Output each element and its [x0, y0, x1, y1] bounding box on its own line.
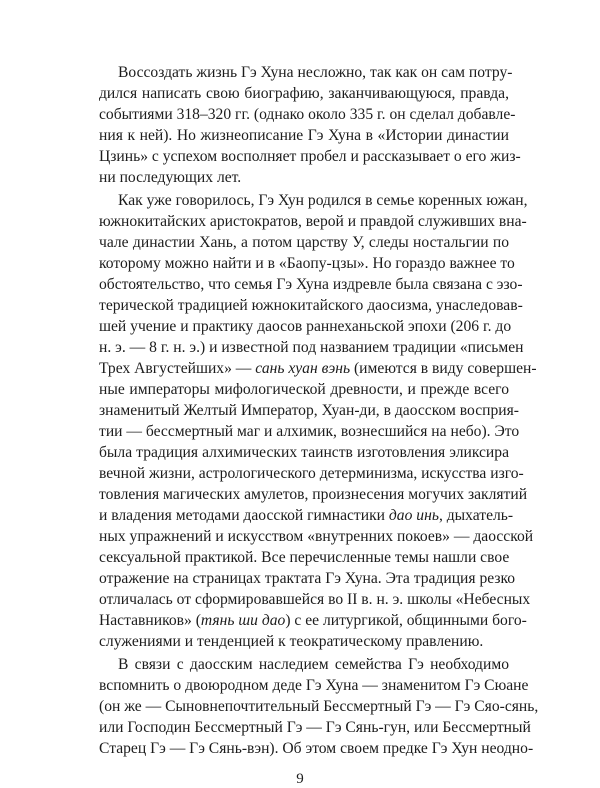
text-run: Наставников» (	[99, 612, 201, 629]
text-line: Как уже говорилось, Гэ Хун родился в семье коренных южан,	[118, 192, 528, 209]
text-run: Трех Августейших» —	[99, 360, 256, 377]
italic-term: дао инь	[388, 507, 439, 524]
text-run: и владения методами даосской гимнастики	[99, 507, 389, 524]
text-line: была традиция алхимических таинств изготовления эликсира	[99, 444, 509, 461]
text-line: вспомнить о двоюродном деде Гэ Хуна — знаменитом Гэ Сюане	[99, 677, 529, 694]
text-line: отражение на страницах трактата Гэ Хуна. Эта традиция резко	[99, 570, 516, 587]
text-line	[99, 505, 514, 527]
text-line: служениями и тенденцией к теократическому правлению.	[99, 633, 484, 650]
text-line: событиями 318–320 гг. (однако около 335 г. он сделал добавле-	[99, 106, 516, 123]
text-line: Воссоздать жизнь Гэ Хуна несложно, так как он сам потру-	[118, 64, 513, 81]
text-line: Цзинь» с успехом восполняет пробел и рассказывает о его жиз-	[99, 148, 521, 165]
text-line	[99, 610, 527, 632]
text-line: дился написать свою биографию, заканчивающуюся, правда,	[99, 85, 509, 102]
italic-term: тянь ши дао	[200, 612, 286, 629]
text-line: терической традицией южнокитайского даосизма, унаследовав-	[99, 297, 523, 314]
text-line: сексуальной практикой. Все перечисленные темы нашли свое	[99, 549, 510, 566]
text-run: ) с ее литургикой, общинными бого-	[285, 612, 527, 629]
italic-term: сань хуан вэнь	[255, 360, 351, 377]
text-line: тии — бессмертный маг и алхимик, вознесшийся на небо). Это	[99, 423, 520, 440]
text-line: знаменитый Желтый Император, Хуан-ди, в даосском восприя-	[99, 402, 519, 419]
text-run: (имеются в виду совершен-	[350, 360, 537, 377]
text-line: н. э. — 8 г. н. э.) и известной под названием традиции «письмен	[99, 339, 524, 356]
text-line: шей учение и практику даосов раннеханьской эпохи (206 г. до	[99, 318, 512, 335]
text-line	[99, 358, 537, 380]
page-number: 9	[296, 771, 304, 787]
text-line: В связи с даосским наследием семейства Гэ необходимо	[118, 656, 509, 673]
text-line: отличалась от сформировавшейся во II в. н. э. школы «Небесных	[99, 591, 531, 608]
text-line: товления магических амулетов, произнесения могучих заклятий	[99, 486, 528, 503]
text-line: которому можно найти и в «Баопу-цзы». Но гораздо важнее то	[99, 255, 515, 272]
text-line: ные императоры мифологической древности, и прежде всего	[99, 381, 509, 398]
text-line: южнокитайских аристократов, верой и правдой служивших вна-	[99, 213, 527, 230]
text-line: обстоятельство, что семья Гэ Хуна издревле была связана с эзо-	[99, 276, 523, 293]
text-line: чале династии Хань, а потом царству У, следы ностальгии по	[99, 234, 509, 251]
text-line: вечной жизни, астрологического детерминизма, искусства изго-	[99, 465, 524, 482]
text-line: Старец Гэ — Гэ Сянь-вэн). Об этом своем предке Гэ Хун неодно-	[99, 740, 534, 757]
text-line: ния к ней). Но жизнеописание Гэ Хуна в «Истории династии	[99, 127, 509, 144]
text-line: (он же — Сыновнепочтительный Бессмертный Гэ — Гэ Сяо-сянь,	[99, 698, 539, 715]
text-line: ных упражнений и искусством «внутренних покоев» — даосской	[99, 528, 534, 545]
text-run: , дыхатель-	[438, 507, 514, 524]
text-line: ни последующих лет.	[99, 169, 242, 186]
text-line: или Господин Бессмертный Гэ — Гэ Сянь-гун, или Бессмертный	[99, 719, 531, 736]
